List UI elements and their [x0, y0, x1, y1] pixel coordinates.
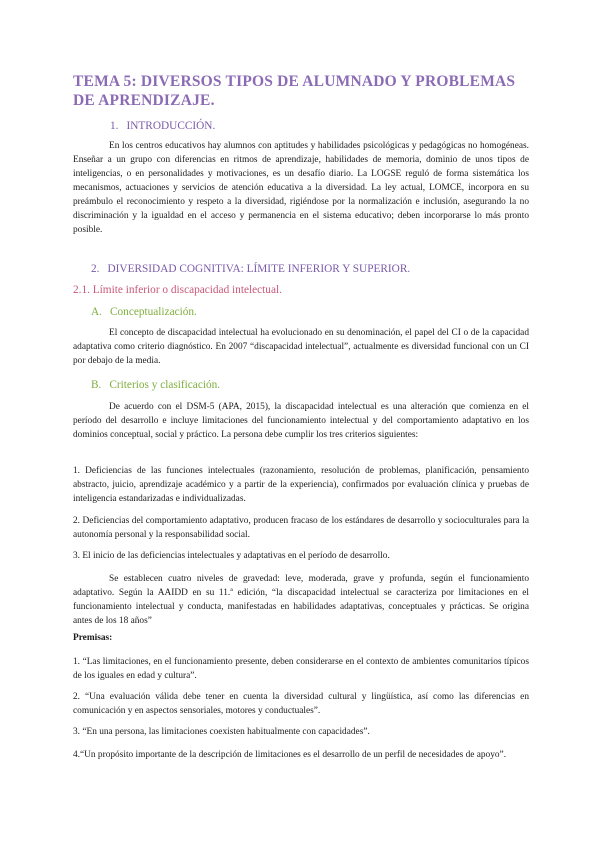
section-number: 2.: [91, 263, 100, 275]
document-title: TEMA 5: DIVERSOS TIPOS DE ALUMNADO Y PROBLEMAS DE APRENDIZAJE.: [73, 73, 516, 109]
criterion-1: 1. Deficiencias de las funciones intelectuales (razonamiento, resolución de problemas, planificación, pensamiento abstracto, juicio, aprendizaje académico y a partir de la experiencia), confirmados por evaluación clínica y pruebas de inteligencia estandarizadas e individualizadas.: [73, 466, 529, 504]
premises-label: Premisas:: [73, 633, 113, 643]
subsection-heading-2-1: 2.1. Límite inferior o discapacidad intelectual.: [73, 284, 282, 296]
subsection-heading-criterios: [91, 378, 529, 392]
subsection-title: Criterios y clasificación.: [109, 379, 221, 391]
paragraph-criteria-intro: De acuerdo con el DSM-5 (APA, 2015), la discapacidad intelectual es una alteración que comienza en el período del desarrollo e incluye limitaciones del funcionamiento intelectual y del comportamiento adaptativo en los dominios conceptual, social y práctico. La persona debe cumplir los tres criterios siguientes:: [73, 402, 529, 440]
subsection-title: Conceptualización.: [109, 306, 197, 318]
paragraph-severity: Se establecen cuatro niveles de gravedad: leve, moderada, grave y profunda, según el funcionamiento adaptativo. Según la AAIDD en su 11.ª edición, “la discapacidad intelectual se caracteriza por limitaciones en el funcionamiento intelectual y conducta, manifestadas en habilidades adaptativas, conceptuales y prácticas. Se origina antes de los 18 años”: [73, 574, 529, 626]
premise-4: 4.“Un propósito importante de la descripción de limitaciones es el desarrollo de un perfil de necesidades de apoyo”.: [73, 750, 507, 760]
premise-3: 3. “En una persona, las limitaciones coexisten habitualmente con capacidades”.: [73, 727, 370, 737]
criterion-3: 3. El inicio de las deficiencias intelectuales y adaptativas en el período de desarrollo.: [73, 551, 390, 561]
premise-2: 2. “Una evaluación válida debe tener en cuenta la diversidad cultural y lingüística, así como las diferencias en comunicación y en aspectos sensoriales, motores y conductuales”.: [73, 692, 529, 716]
section-heading-diversidad: [91, 262, 529, 276]
paragraph-introduction: En los centros educativos hay alumnos con aptitudes y habilidades psicológicas y pedagógicas no homogéneas. Enseñar a un grupo con diferencias en ritmos de aprendizaje, habilidades de memoria, dominio de unos tipos de inteligencias, o en personalidades y motivaciones, es un desafío diario. La LOGSE reguló de forma sistemática los mecanismos, actuaciones y servicios de atención educativa a la diversidad. La ley actual, LOMCE, incorpora en su preámbulo el reconocimiento y respeto a la diversidad, rigiéndose por la normalización e inclusión, asegurando la no discriminación y la igualdad en el acceso y permanencia en el sistema educativo; deben incorporarse lo más pronto posible.: [73, 141, 529, 235]
paragraph-conceptualization: El concepto de discapacidad intelectual ha evolucionado en su denominación, el papel del CI o de la capacidad adaptativa como criterio diagnóstico. En 2007 “discapacidad intelectual”, actualmente es diversidad funcional con un CI por debajo de la media.: [73, 328, 529, 366]
subsection-letter: B.: [91, 379, 102, 391]
premise-1: 1. “Las limitaciones, en el funcionamiento presente, deben considerarse en el contexto de ambientes comunitarios típicos de los iguales en edad y cultura”.: [73, 657, 529, 681]
criterion-2: 2. Deficiencias del comportamiento adaptativo, producen fracaso de los estándares de desarrollo y socioculturales para la autonomía personal y la responsabilidad social.: [73, 516, 529, 540]
subsection-letter: A.: [91, 306, 102, 318]
subsection-heading-conceptualizacion: [91, 305, 529, 319]
section-title: INTRODUCCIÓN.: [126, 120, 216, 132]
section-heading-introduccion: [110, 119, 529, 133]
section-title: DIVERSIDAD COGNITIVA: LÍMITE INFERIOR Y SUPERIOR.: [107, 263, 411, 275]
section-number: 1.: [110, 120, 119, 132]
